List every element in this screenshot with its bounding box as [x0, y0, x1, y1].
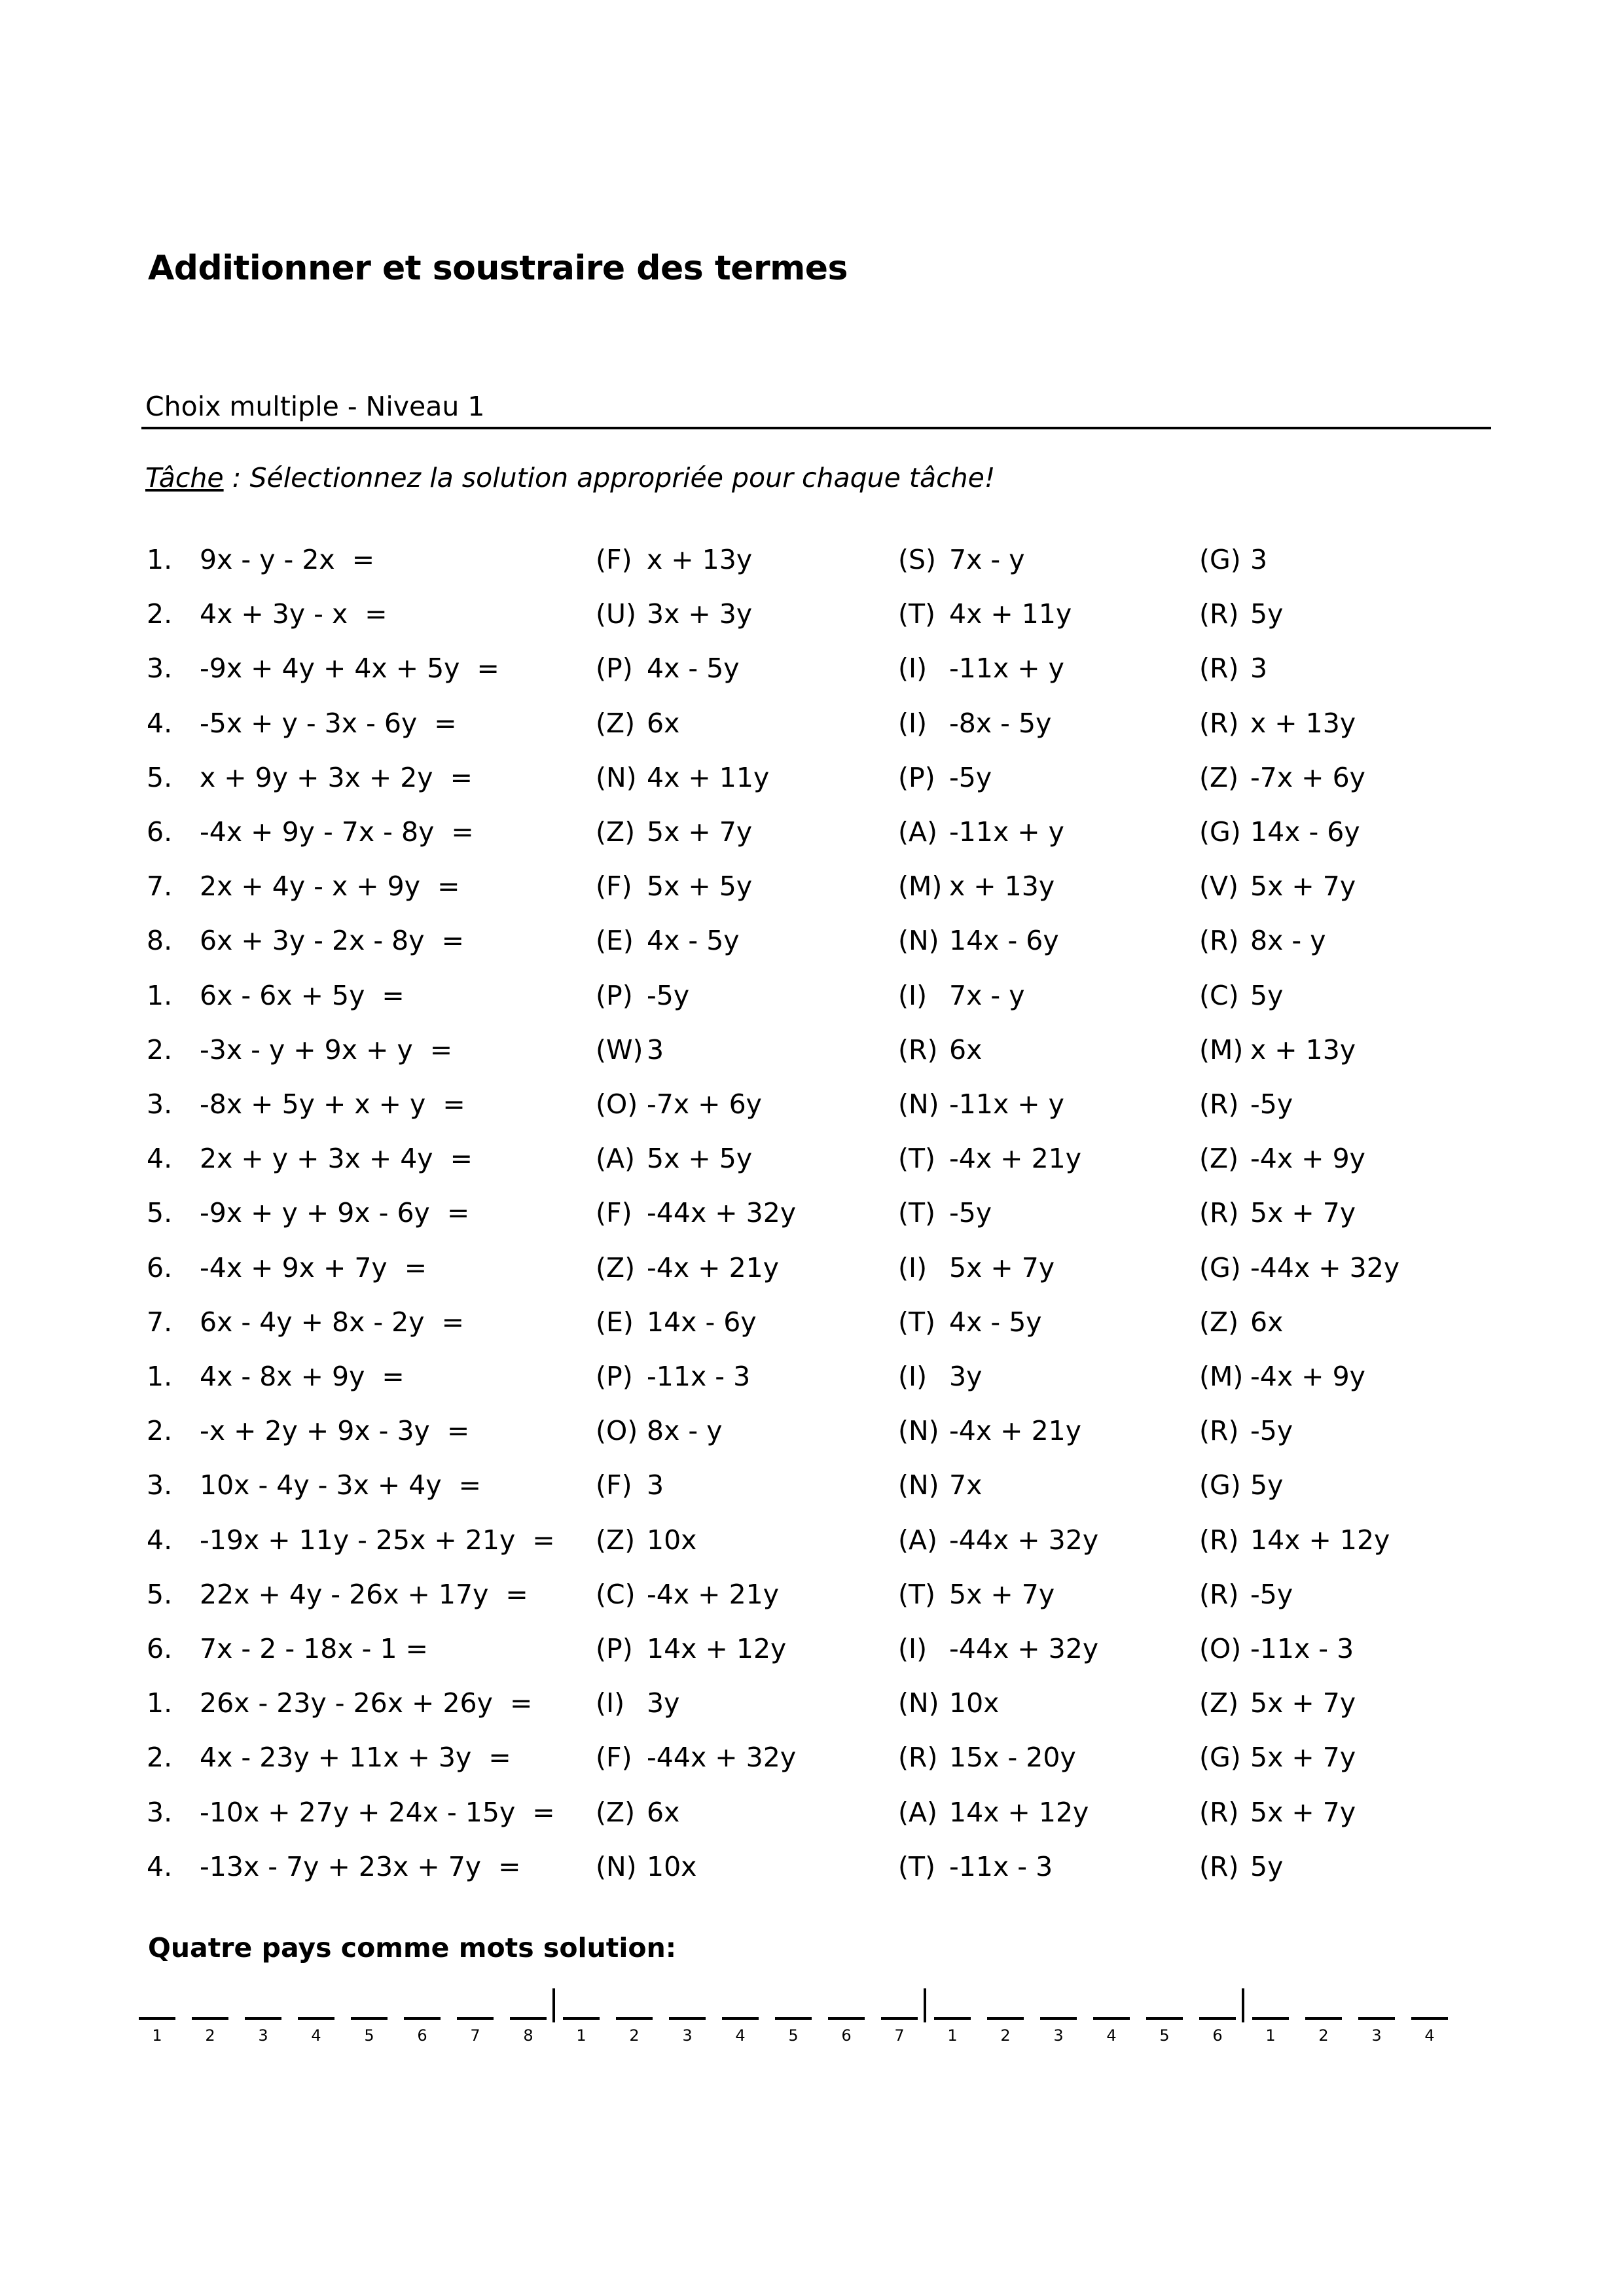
- option-letter: (O): [596, 1088, 638, 1120]
- option-letter: (R): [898, 1742, 938, 1773]
- option-letter: (Z): [1199, 1306, 1239, 1338]
- option-letter: (P): [596, 1361, 633, 1392]
- blank-number: 7: [470, 2026, 480, 2045]
- blank-number: 4: [735, 2026, 746, 2045]
- option-letter: (N): [898, 1088, 939, 1120]
- option-letter: (T): [898, 1851, 936, 1882]
- option-value: 3y: [647, 1687, 680, 1719]
- exercise-number: 4.: [147, 1851, 173, 1882]
- page-title: Additionner et soustraire des termes: [148, 249, 848, 288]
- option-letter: (T): [898, 1306, 936, 1338]
- exercise-number: 6.: [147, 1252, 173, 1283]
- option-value: 8x - y: [1250, 925, 1326, 956]
- option-value: 5x + 7y: [1250, 1797, 1356, 1828]
- blank-number: 3: [1053, 2026, 1064, 2045]
- option-value: 3y: [949, 1361, 983, 1392]
- option-value: x + 13y: [647, 544, 753, 575]
- word-separator: [1242, 1988, 1244, 2022]
- option-value: 7x - y: [949, 980, 1025, 1011]
- answer-blank[interactable]: [1411, 2017, 1448, 2020]
- option-value: 4x - 5y: [647, 925, 740, 956]
- blank-number: 1: [576, 2026, 586, 2045]
- exercise-number: 5.: [147, 1197, 173, 1229]
- option-value: -8x - 5y: [949, 708, 1052, 739]
- answer-blank[interactable]: [1040, 2017, 1077, 2020]
- exercise-number: 8.: [147, 925, 173, 956]
- option-letter: (T): [898, 1197, 936, 1229]
- page-subtitle: Choix multiple - Niveau 1: [145, 391, 485, 422]
- option-value: -11x + y: [949, 653, 1064, 684]
- answer-blank[interactable]: [775, 2017, 812, 2020]
- option-letter: (R): [1199, 1851, 1239, 1882]
- option-letter: (I): [596, 1687, 625, 1719]
- option-value: -4x + 21y: [647, 1252, 779, 1283]
- blank-number: 6: [1212, 2026, 1223, 2045]
- option-letter: (N): [898, 1469, 939, 1501]
- exercise-expression: 10x - 4y - 3x + 4y =: [200, 1469, 482, 1501]
- option-letter: (A): [898, 816, 938, 848]
- option-value: -11x - 3: [647, 1361, 751, 1392]
- exercise-number: 2.: [147, 1415, 173, 1446]
- option-letter: (Z): [596, 1252, 636, 1283]
- option-value: 5y: [1250, 1469, 1284, 1501]
- answer-blank[interactable]: [245, 2017, 281, 2020]
- answer-blank[interactable]: [881, 2017, 918, 2020]
- exercise-number: 4.: [147, 1143, 173, 1174]
- option-letter: (I): [898, 1361, 928, 1392]
- answer-blank[interactable]: [351, 2017, 388, 2020]
- option-letter: (A): [898, 1524, 938, 1556]
- exercise-expression: 7x - 2 - 18x - 1 =: [200, 1633, 428, 1664]
- option-value: 5x + 7y: [949, 1252, 1055, 1283]
- answer-blank[interactable]: [1199, 2017, 1236, 2020]
- option-value: 5x + 5y: [647, 1143, 753, 1174]
- option-value: 6x: [1250, 1306, 1284, 1338]
- option-letter: (Z): [1199, 762, 1239, 793]
- option-value: 5x + 7y: [1250, 870, 1356, 902]
- option-value: 15x - 20y: [949, 1742, 1076, 1773]
- answer-blank[interactable]: [1146, 2017, 1183, 2020]
- option-value: 10x: [647, 1851, 697, 1882]
- option-letter: (A): [898, 1797, 938, 1828]
- option-value: -7x + 6y: [647, 1088, 762, 1120]
- exercise-expression: -4x + 9y - 7x - 8y =: [200, 816, 474, 848]
- option-letter: (Z): [1199, 1143, 1239, 1174]
- option-value: 10x: [647, 1524, 697, 1556]
- exercise-expression: 2x + y + 3x + 4y =: [200, 1143, 473, 1174]
- option-value: 14x + 12y: [949, 1797, 1089, 1828]
- exercise-expression: 26x - 23y - 26x + 26y =: [200, 1687, 533, 1719]
- option-letter: (R): [1199, 1579, 1239, 1610]
- task-text: : Sélectionnez la solution appropriée pour chaque tâche!: [223, 462, 996, 493]
- answer-blank[interactable]: [510, 2017, 547, 2020]
- option-value: 14x - 6y: [1250, 816, 1360, 848]
- answer-blank[interactable]: [722, 2017, 759, 2020]
- option-letter: (M): [1199, 1034, 1244, 1066]
- option-letter: (E): [596, 1306, 634, 1338]
- option-value: 5x + 7y: [1250, 1742, 1356, 1773]
- task-label: Tâche: [145, 462, 224, 493]
- blank-number: 3: [258, 2026, 268, 2045]
- option-value: 14x - 6y: [949, 925, 1059, 956]
- blank-number: 8: [523, 2026, 533, 2045]
- option-value: -5y: [1250, 1088, 1293, 1120]
- option-letter: (I): [898, 1252, 928, 1283]
- option-value: 6x: [647, 708, 680, 739]
- option-letter: (Z): [596, 708, 636, 739]
- blank-number: 1: [947, 2026, 958, 2045]
- option-letter: (P): [596, 980, 633, 1011]
- option-letter: (G): [1199, 816, 1241, 848]
- exercise-expression: 22x + 4y - 26x + 17y =: [200, 1579, 528, 1610]
- option-value: 5x + 7y: [1250, 1197, 1356, 1229]
- option-letter: (R): [1199, 708, 1239, 739]
- option-value: 5y: [1250, 598, 1284, 630]
- exercise-number: 3.: [147, 653, 173, 684]
- option-letter: (I): [898, 980, 928, 1011]
- option-letter: (F): [596, 1469, 632, 1501]
- exercise-expression: -13x - 7y + 23x + 7y =: [200, 1851, 521, 1882]
- option-letter: (R): [898, 1034, 938, 1066]
- option-value: 14x - 6y: [647, 1306, 757, 1338]
- option-letter: (N): [596, 762, 637, 793]
- exercise-number: 3.: [147, 1469, 173, 1501]
- exercise-expression: 2x + 4y - x + 9y =: [200, 870, 460, 902]
- option-letter: (T): [898, 598, 936, 630]
- answer-blank[interactable]: [404, 2017, 441, 2020]
- option-letter: (E): [596, 925, 634, 956]
- blank-number: 1: [1265, 2026, 1276, 2045]
- word-separator: [552, 1988, 555, 2022]
- blank-number: 3: [1371, 2026, 1382, 2045]
- exercise-expression: 6x + 3y - 2x - 8y =: [200, 925, 464, 956]
- option-value: 5x + 7y: [1250, 1687, 1356, 1719]
- exercise-number: 7.: [147, 870, 173, 902]
- answer-blank[interactable]: [192, 2017, 228, 2020]
- option-value: -11x - 3: [949, 1851, 1053, 1882]
- option-value: -44x + 32y: [1250, 1252, 1400, 1283]
- option-value: -5y: [949, 1197, 992, 1229]
- answer-blank[interactable]: [1358, 2017, 1395, 2020]
- exercise-expression: -19x + 11y - 25x + 21y =: [200, 1524, 555, 1556]
- blank-number: 2: [205, 2026, 215, 2045]
- option-letter: (I): [898, 1633, 928, 1664]
- option-letter: (T): [898, 1143, 936, 1174]
- exercise-number: 1.: [147, 544, 173, 575]
- option-value: -5y: [1250, 1579, 1293, 1610]
- answer-blank[interactable]: [457, 2017, 494, 2020]
- exercise-expression: 4x - 23y + 11x + 3y =: [200, 1742, 511, 1773]
- option-value: 7x - y: [949, 544, 1025, 575]
- option-letter: (R): [1199, 1415, 1239, 1446]
- blank-number: 5: [788, 2026, 799, 2045]
- option-letter: (F): [596, 870, 632, 902]
- option-letter: (F): [596, 544, 632, 575]
- option-value: 5x + 7y: [949, 1579, 1055, 1610]
- option-letter: (C): [596, 1579, 636, 1610]
- option-value: 8x - y: [647, 1415, 723, 1446]
- blank-number: 6: [841, 2026, 852, 2045]
- option-value: 4x - 5y: [647, 653, 740, 684]
- option-value: -4x + 9y: [1250, 1361, 1365, 1392]
- option-letter: (P): [898, 762, 935, 793]
- option-value: -11x + y: [949, 816, 1064, 848]
- blank-number: 6: [417, 2026, 427, 2045]
- option-letter: (G): [1199, 544, 1241, 575]
- option-value: 7x: [949, 1469, 983, 1501]
- exercise-expression: 6x - 6x + 5y =: [200, 980, 405, 1011]
- option-letter: (R): [1199, 1088, 1239, 1120]
- exercise-number: 7.: [147, 1306, 173, 1338]
- exercise-number: 3.: [147, 1088, 173, 1120]
- exercise-number: 2.: [147, 1742, 173, 1773]
- exercise-expression: 4x + 3y - x =: [200, 598, 388, 630]
- option-letter: (O): [1199, 1633, 1242, 1664]
- blank-number: 4: [1106, 2026, 1117, 2045]
- option-value: -44x + 32y: [949, 1633, 1099, 1664]
- option-letter: (R): [1199, 1197, 1239, 1229]
- exercise-expression: -8x + 5y + x + y =: [200, 1088, 465, 1120]
- exercise-number: 1.: [147, 1361, 173, 1392]
- option-letter: (M): [1199, 1361, 1244, 1392]
- answer-blank[interactable]: [298, 2017, 334, 2020]
- exercise-expression: -10x + 27y + 24x - 15y =: [200, 1797, 555, 1828]
- option-letter: (R): [1199, 653, 1239, 684]
- option-value: 3: [1250, 544, 1268, 575]
- option-value: 4x + 11y: [949, 598, 1072, 630]
- option-letter: (R): [1199, 925, 1239, 956]
- blank-number: 4: [1424, 2026, 1435, 2045]
- blank-number: 1: [152, 2026, 162, 2045]
- exercise-expression: -x + 2y + 9x - 3y =: [200, 1415, 470, 1446]
- option-value: 14x + 12y: [1250, 1524, 1390, 1556]
- exercise-number: 6.: [147, 816, 173, 848]
- option-value: -7x + 6y: [1250, 762, 1365, 793]
- option-value: 6x: [647, 1797, 680, 1828]
- option-value: -4x + 21y: [949, 1143, 1081, 1174]
- exercise-number: 5.: [147, 762, 173, 793]
- option-letter: (U): [596, 598, 637, 630]
- solution-label: Quatre pays comme mots solution:: [148, 1932, 677, 1964]
- answer-blank[interactable]: [934, 2017, 971, 2020]
- option-value: 3: [647, 1034, 664, 1066]
- option-letter: (Z): [596, 1524, 636, 1556]
- option-value: 5y: [1250, 980, 1284, 1011]
- option-value: 5x + 5y: [647, 870, 753, 902]
- answer-blank[interactable]: [987, 2017, 1024, 2020]
- blank-number: 4: [311, 2026, 321, 2045]
- answer-blank[interactable]: [1305, 2017, 1342, 2020]
- option-value: 4x + 11y: [647, 762, 770, 793]
- option-letter: (N): [898, 1687, 939, 1719]
- option-letter: (P): [596, 653, 633, 684]
- option-letter: (R): [1199, 598, 1239, 630]
- option-letter: (Z): [596, 816, 636, 848]
- option-letter: (G): [1199, 1742, 1241, 1773]
- option-value: -5y: [1250, 1415, 1293, 1446]
- option-value: 5y: [1250, 1851, 1284, 1882]
- exercise-expression: 9x - y - 2x =: [200, 544, 375, 575]
- option-value: x + 13y: [1250, 708, 1356, 739]
- option-letter: (N): [898, 1415, 939, 1446]
- exercise-expression: -9x + y + 9x - 6y =: [200, 1197, 470, 1229]
- option-value: -5y: [647, 980, 690, 1011]
- option-value: 6x: [949, 1034, 983, 1066]
- option-letter: (Z): [596, 1797, 636, 1828]
- word-separator: [924, 1988, 926, 2022]
- answer-blank[interactable]: [563, 2017, 600, 2020]
- exercise-number: 5.: [147, 1579, 173, 1610]
- option-letter: (W): [596, 1034, 643, 1066]
- option-value: 4x - 5y: [949, 1306, 1042, 1338]
- option-value: -11x - 3: [1250, 1633, 1354, 1664]
- option-letter: (C): [1199, 980, 1239, 1011]
- option-value: -11x + y: [949, 1088, 1064, 1120]
- answer-blank[interactable]: [1252, 2017, 1289, 2020]
- option-letter: (A): [596, 1143, 636, 1174]
- exercise-number: 3.: [147, 1797, 173, 1828]
- option-value: 5x + 7y: [647, 816, 753, 848]
- option-letter: (I): [898, 708, 928, 739]
- option-value: 10x: [949, 1687, 1000, 1719]
- option-value: x + 13y: [1250, 1034, 1356, 1066]
- option-value: -44x + 32y: [949, 1524, 1099, 1556]
- option-letter: (G): [1199, 1252, 1241, 1283]
- blank-number: 5: [1159, 2026, 1170, 2045]
- exercise-number: 4.: [147, 1524, 173, 1556]
- option-letter: (R): [1199, 1524, 1239, 1556]
- option-letter: (T): [898, 1579, 936, 1610]
- option-letter: (O): [596, 1415, 638, 1446]
- option-value: 3x + 3y: [647, 598, 753, 630]
- blank-number: 2: [1000, 2026, 1011, 2045]
- option-value: -5y: [949, 762, 992, 793]
- blank-number: 5: [364, 2026, 374, 2045]
- answer-blank[interactable]: [616, 2017, 653, 2020]
- exercise-expression: -4x + 9x + 7y =: [200, 1252, 427, 1283]
- option-letter: (V): [1199, 870, 1239, 902]
- exercise-number: 4.: [147, 708, 173, 739]
- option-letter: (G): [1199, 1469, 1241, 1501]
- option-value: -4x + 21y: [949, 1415, 1081, 1446]
- option-letter: (R): [1199, 1797, 1239, 1828]
- option-letter: (I): [898, 653, 928, 684]
- exercise-number: 2.: [147, 598, 173, 630]
- exercise-expression: x + 9y + 3x + 2y =: [200, 762, 473, 793]
- blank-number: 3: [682, 2026, 693, 2045]
- answer-blank[interactable]: [1093, 2017, 1130, 2020]
- option-letter: (F): [596, 1197, 632, 1229]
- exercise-expression: 4x - 8x + 9y =: [200, 1361, 405, 1392]
- option-letter: (S): [898, 544, 937, 575]
- option-value: -4x + 21y: [647, 1579, 779, 1610]
- option-letter: (F): [596, 1742, 632, 1773]
- option-value: -4x + 9y: [1250, 1143, 1365, 1174]
- exercise-expression: 6x - 4y + 8x - 2y =: [200, 1306, 464, 1338]
- option-letter: (N): [898, 925, 939, 956]
- answer-blank[interactable]: [828, 2017, 865, 2020]
- blank-number: 7: [894, 2026, 905, 2045]
- blank-number: 2: [1318, 2026, 1329, 2045]
- exercise-number: 1.: [147, 980, 173, 1011]
- exercise-number: 1.: [147, 1687, 173, 1719]
- option-value: 3: [1250, 653, 1268, 684]
- option-letter: (M): [898, 870, 943, 902]
- answer-blank[interactable]: [139, 2017, 175, 2020]
- exercise-number: 2.: [147, 1034, 173, 1066]
- exercise-expression: -3x - y + 9x + y =: [200, 1034, 453, 1066]
- exercise-expression: -9x + 4y + 4x + 5y =: [200, 653, 499, 684]
- option-value: x + 13y: [949, 870, 1055, 902]
- option-letter: (P): [596, 1633, 633, 1664]
- option-letter: (Z): [1199, 1687, 1239, 1719]
- blank-number: 2: [629, 2026, 640, 2045]
- option-value: -44x + 32y: [647, 1197, 797, 1229]
- exercise-number: 6.: [147, 1633, 173, 1664]
- option-letter: (N): [596, 1851, 637, 1882]
- option-value: -44x + 32y: [647, 1742, 797, 1773]
- option-value: 3: [647, 1469, 664, 1501]
- answer-blank[interactable]: [669, 2017, 706, 2020]
- exercise-expression: -5x + y - 3x - 6y =: [200, 708, 457, 739]
- option-value: 14x + 12y: [647, 1633, 787, 1664]
